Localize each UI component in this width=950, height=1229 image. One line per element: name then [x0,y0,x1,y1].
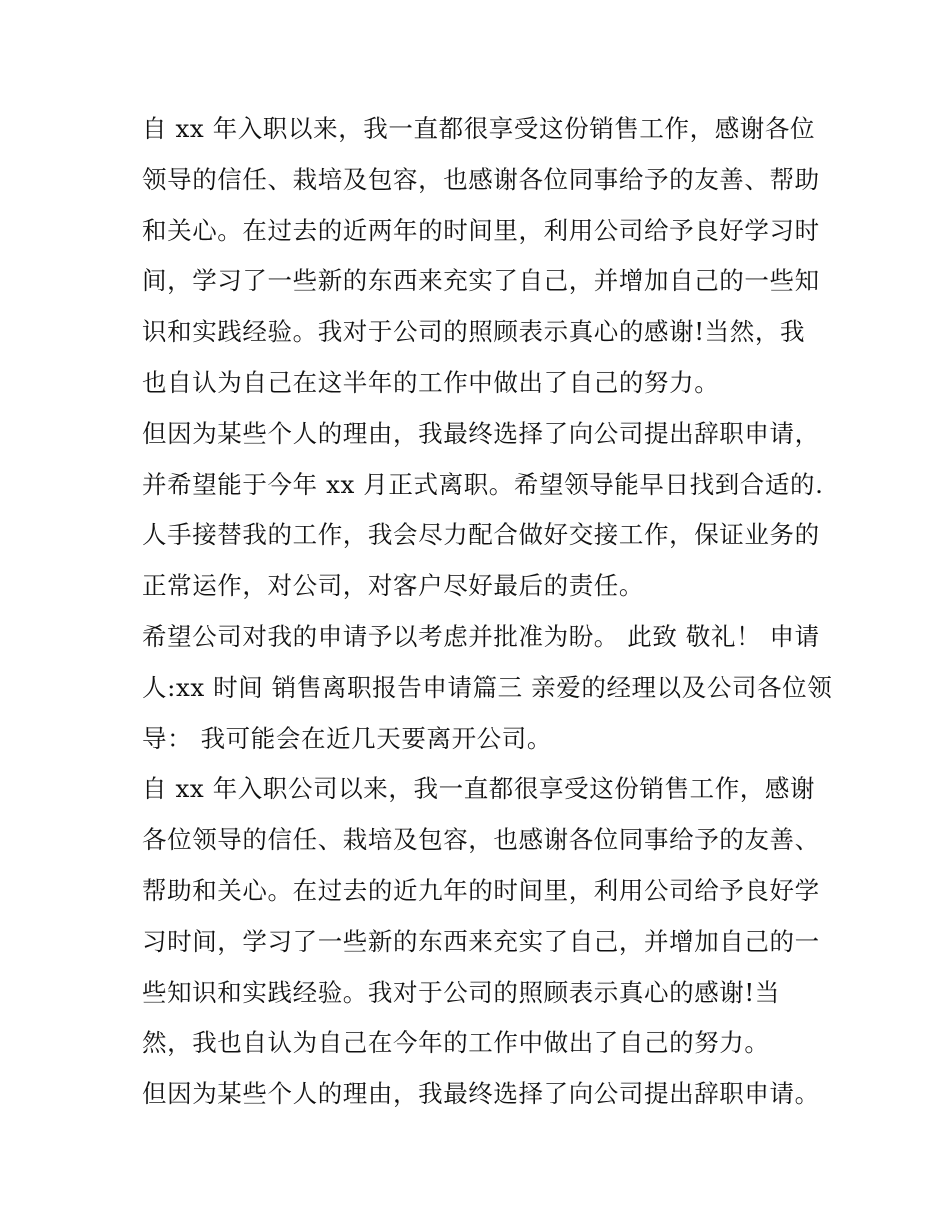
text-line: 也自认为自己在这半年的工作中做出了自己的努力。 [142,367,720,397]
text-line: 些知识和实践经验。我对于公司的照顾表示真心的感谢!当 [142,977,780,1007]
text-line: 正常运作，对公司，对客户尽好最后的责任。 [142,571,644,601]
text-line: 自 xx 年入职公司以来，我一直都很享受这份销售工作，感谢 [142,774,816,804]
text-line: 各位领导的信任、栽培及包容，也感谢各位同事给予的友善、 [142,825,820,855]
text-line: 间，学习了一些新的东西来充实了自己，并增加自己的一些知 [142,266,820,296]
text-line: 人:xx 时间 销售离职报告申请篇三 亲爱的经理以及公司各位领 [142,672,833,702]
text-line: 并希望能于今年 xx 月正式离职。希望领导能早日找到合适的. [142,469,824,499]
text-line: 领导的信任、栽培及包容，也感谢各位同事给予的友善、帮助 [142,164,820,194]
text-line: 然，我也自认为自己在今年的工作中做出了自己的努力。 [142,1028,770,1058]
text-line: 帮助和关心。在过去的近九年的时间里，利用公司给予良好学 [142,875,820,905]
body-text [142,104,833,1120]
text-line: 但因为某些个人的理由，我最终选择了向公司提出辞职申请， [142,418,820,448]
text-line: 习时间，学习了一些新的东西来充实了自己，并增加自己的一 [142,926,820,956]
text-line: 识和实践经验。我对于公司的照顾表示真心的感谢!当然，我 [142,317,806,347]
text-line: 和关心。在过去的近两年的时间里，利用公司给予良好学习时 [142,215,820,245]
text-line: 希望公司对我的申请予以考虑并批准为盼。 此致 敬礼！ 申请 [142,621,820,651]
text-line: 自 xx 年入职以来，我一直都很享受这份销售工作，感谢各位 [142,114,816,143]
text-line: 但因为某些个人的理由，我最终选择了向公司提出辞职申请。 [142,1079,820,1109]
text-line: 导： 我可能会在近几天要离开公司。 [142,723,552,753]
text-line: 人手接替我的工作，我会尽力配合做好交接工作，保证业务的 [142,520,820,550]
